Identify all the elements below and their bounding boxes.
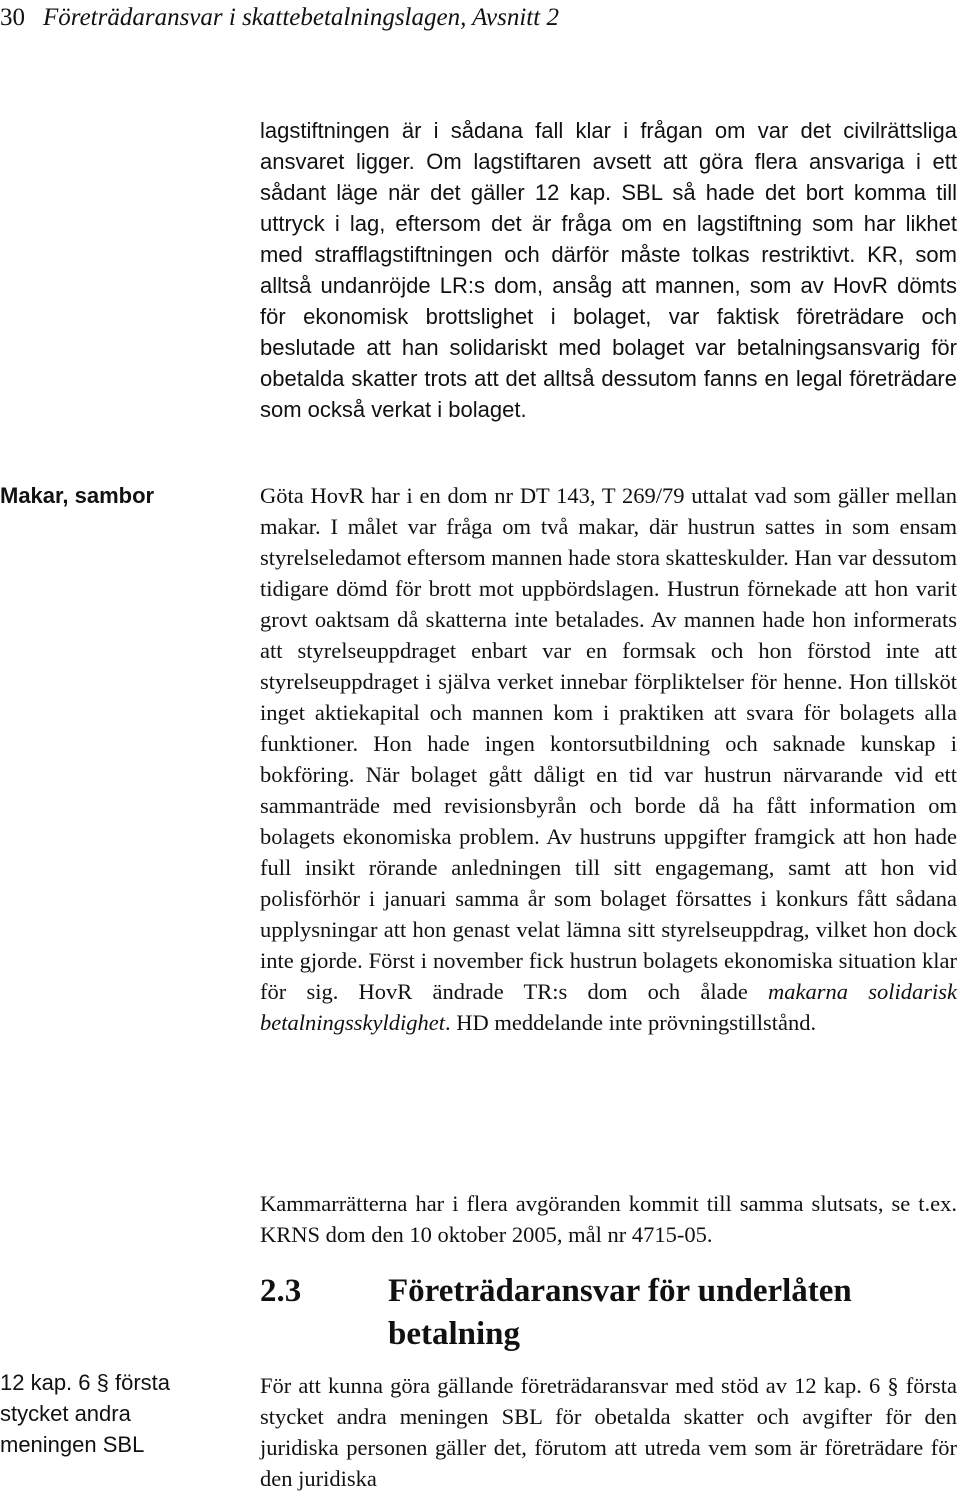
paragraph-2-part-2: . HD meddelande inte prövningstillstånd. (444, 1010, 817, 1035)
running-header (0, 2, 940, 34)
section-number: 2.3 (260, 1273, 302, 1309)
paragraph-2-text (260, 480, 957, 1038)
paragraph-1-text: lagstiftningen är i sådana fall klar i frågan om var det civilrättsliga ansvaret ligger. Om lagstiftaren avsett att göra flera ansvariga i ett sådant läge när det gäller 12 kap. SBL så hade det bort komma till uttryck i lag, eftersom det är fråga om en lagstiftning som har likhet med strafflagstiftningen och därför måste tolkas restriktivt. KR, som alltså undanröjde LR:s dom, ansåg att mannen, som av HovR dömts för ekonomisk brottslighet i bolaget, var faktisk företrädare och beslutade att han solidariskt med bolaget var betalningsansvarig för obetalda skatter trots att det alltså dessutom fanns en legal företrädare som också verkat i bolaget. (260, 118, 957, 422)
paragraph-3-text: Kammarrätterna har i flera avgöranden kommit till samma slutsats, se t.ex. KRNS dom den 10 oktober 2005, mål nr 4715-05. (260, 1191, 957, 1247)
paragraph-3 (260, 1188, 957, 1250)
section-title: Företrädaransvar för underlåten betalning (388, 1273, 852, 1352)
section-heading (260, 1270, 960, 1356)
margin-reference: 12 kap. 6 § första stycket andra meningen SBL (0, 1370, 170, 1457)
paragraph-2 (260, 480, 957, 1038)
paragraph-2-italic: makarna solidarisk betalningsskyldighet (260, 979, 957, 1035)
paragraph-2-part-1: Göta HovR har i en dom nr DT 143, T 269/79 uttalat vad som gäller mellan makar. I målet var fråga om två makar, där hustrun sattes in som ensam styrelseledamot eftersom mannen hade stora skatteskulder. Han var dessutom tidigare dömd för brott mot uppbördslagen. Hustrun förnekade att hon varit grovt oaktsam då skatterna inte betalades. Av mannen hade hon informerats att styrelseuppdraget enbart var en formsak och hon förstod inte att styrelseuppdraget i själva verket innebar förpliktelser för henne. Hon tillsköt inget aktiekapital och mannen kom i praktiken att svara för bolagets alla funktioner. Hon hade ingen kontorsutbildning och saknade kunskap i bokföring. När bolaget gått dåligt en tid var hustrun närvarande vid ett sammanträde med revisionsbyrån och borde då ha fått information om bolagets ekonomiska problem. Av hustruns uppgifter framgick att hon hade full insikt rörande anledningen till sitt engagemang, samt att hon vid polisförhör i januari samma år som bolaget försattes i konkurs fått sådana upplysningar att hon genast velat lämna sitt styrelseuppdrag, vilket hon dock inte gjorde. Först i november fick hustrun bolagets ekonomiska situation klar för sig. HovR ändrade TR:s dom och ålade (260, 483, 957, 1004)
page-number: 30 (0, 4, 25, 31)
paragraph-4 (260, 1370, 957, 1494)
paragraph-1 (260, 115, 957, 425)
margin-heading-makar-sambor: Makar, sambor (0, 483, 155, 508)
paragraph-4-text: För att kunna göra gällande företrädaransvar med stöd av 12 kap. 6 § första stycket andra meningen SBL för obetalda skatter och avgifter för den juridiska personen gäller det, förutom att utreda vem som är företrädare för den juridiska (260, 1373, 957, 1491)
running-title: Företrädaransvar i skattebetalningslagen, Avsnitt 2 (43, 4, 559, 31)
